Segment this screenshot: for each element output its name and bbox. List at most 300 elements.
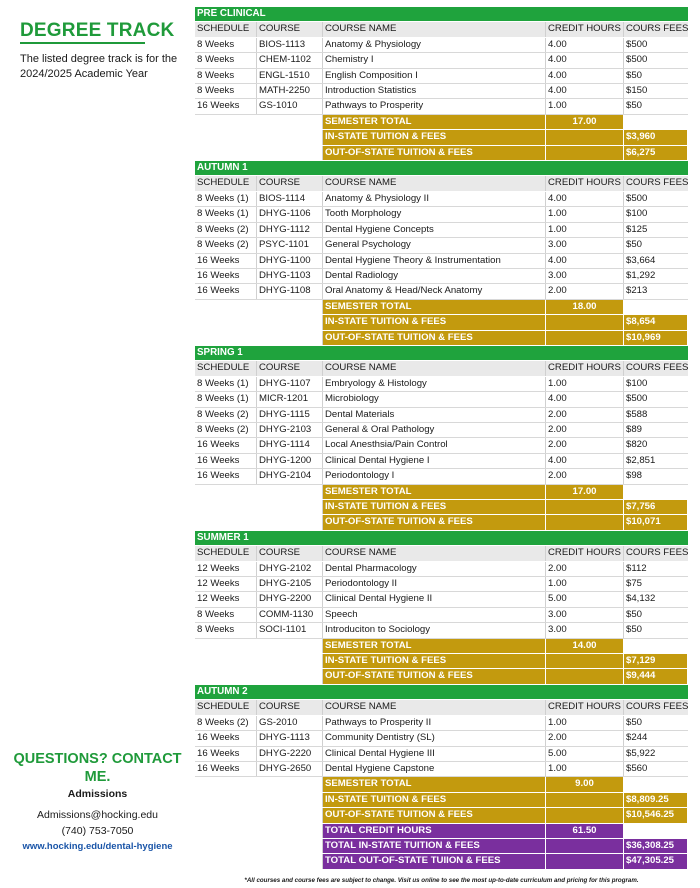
in-state-total-label: IN-STATE TUITION & FEES	[323, 793, 546, 807]
blank-cell	[195, 500, 257, 514]
course-code-cell: DHYG-2200	[257, 592, 323, 606]
course-row	[195, 623, 688, 638]
course-fees-cell: $125	[626, 223, 648, 235]
blank-cell	[257, 824, 323, 838]
grand-total-credit-hours-label: TOTAL CREDIT HOURS	[323, 824, 546, 838]
credit-hours-cell: 1.00	[546, 377, 624, 391]
column-header-course-name: COURSE NAME	[323, 546, 546, 560]
course-code-cell: GS-2010	[257, 716, 323, 730]
column-header-credit-hours: CREDIT HOURS	[546, 700, 624, 714]
schedule-cell: 16 Weeks	[195, 438, 257, 452]
course-fees-cell: $244	[626, 732, 648, 744]
course-row	[195, 69, 688, 84]
contact-phone[interactable]: (740) 753-7050	[61, 825, 134, 837]
column-header-course-code: COURSE	[257, 546, 323, 560]
blank-cell	[195, 300, 257, 314]
column-header-schedule: SCHEDULE	[195, 22, 257, 36]
schedule-cell: 16 Weeks	[195, 469, 257, 483]
course-row	[195, 577, 688, 592]
course-name-cell: Dental Hygiene Theory & Instrumentation	[323, 254, 546, 268]
course-fees-cell: $112	[626, 562, 647, 574]
semester-total-label: SEMESTER TOTAL	[323, 115, 546, 129]
in-state-total-amount: $3,960	[624, 130, 688, 144]
credit-hours-cell: 4.00	[546, 69, 624, 83]
course-code-cell: DHYG-1113	[257, 731, 323, 745]
course-code-cell: DHYG-1108	[257, 284, 323, 298]
schedule-cell: 16 Weeks	[195, 747, 257, 761]
in-state-total-label: IN-STATE TUITION & FEES	[323, 315, 546, 329]
out-of-state-total-label: OUT-OF-STATE TUITION & FEES	[323, 146, 546, 160]
column-header-course-fees: COURS FEES	[624, 700, 688, 714]
out-of-state-total-amount: $9,444	[624, 669, 688, 683]
credit-hours-cell: 1.00	[546, 99, 624, 113]
section-header: AUTUMN 1	[195, 161, 688, 176]
column-header-course-fees: COURS FEES	[624, 361, 688, 375]
course-fees-cell: $50	[626, 239, 643, 251]
course-row	[195, 408, 688, 423]
course-code-cell: SOCI-1101	[257, 623, 323, 637]
course-code-cell: ENGL-1510	[257, 69, 323, 83]
out-of-state-total-amount: $10,969	[624, 331, 688, 345]
column-header-course-code: COURSE	[257, 22, 323, 36]
out-of-state-total-label: OUT-OF-STATE TUITION & FEES	[323, 331, 546, 345]
course-code-cell: COMM-1130	[257, 608, 323, 622]
course-row	[195, 608, 688, 623]
credit-hours-cell: 2.00	[546, 438, 624, 452]
schedule-cell: 8 Weeks	[195, 608, 257, 622]
course-row	[195, 747, 688, 762]
section-header: AUTUMN 2	[195, 685, 688, 700]
column-header-course-fees: COURS FEES	[624, 22, 688, 36]
grand-total-credit-hours-hours: 61.50	[546, 824, 624, 838]
schedule-cell: 8 Weeks (1)	[195, 392, 257, 406]
course-name-cell: Dental Materials	[323, 408, 546, 422]
course-row	[195, 377, 688, 392]
blank-cell	[195, 839, 257, 853]
blank-cell	[257, 639, 323, 653]
column-header-schedule: SCHEDULE	[195, 176, 257, 190]
credit-hours-cell: 2.00	[546, 731, 624, 745]
course-code-cell: DHYG-2102	[257, 562, 323, 576]
schedule-cell: 8 Weeks	[195, 53, 257, 67]
credit-hours-cell: 4.00	[546, 254, 624, 268]
course-row	[195, 731, 688, 746]
blank-cell	[257, 654, 323, 668]
contact-email[interactable]: Admissions@hocking.edu	[37, 809, 158, 821]
out-of-state-total-hours	[546, 808, 624, 822]
course-row	[195, 716, 688, 731]
semester-total-hours: 17.00	[546, 115, 624, 129]
out-of-state-total	[195, 146, 688, 161]
course-name-cell: Clinical Dental Hygiene III	[323, 747, 546, 761]
degree-track-table	[195, 7, 688, 870]
course-name-cell: English Composition I	[323, 69, 546, 83]
semester-total	[195, 777, 688, 792]
blank-cell	[195, 115, 257, 129]
course-name-cell: Chemistry I	[323, 53, 546, 67]
grand-total-in-state-hours	[546, 839, 624, 853]
course-row	[195, 207, 688, 222]
out-of-state-total-hours	[546, 331, 624, 345]
blank-cell	[257, 331, 323, 345]
contact-office: Admissions	[67, 788, 128, 800]
semester-total	[195, 639, 688, 654]
course-fees-cell: $560	[626, 762, 648, 774]
course-name-cell: Anatomy & Physiology II	[323, 192, 546, 206]
column-header-course-fees: COURS FEES	[624, 176, 688, 190]
schedule-cell: 8 Weeks	[195, 38, 257, 52]
course-name-cell: Microbiology	[323, 392, 546, 406]
credit-hours-cell: 2.00	[546, 284, 624, 298]
credit-hours-cell: 3.00	[546, 238, 624, 252]
in-state-total-amount: $8,654	[624, 315, 688, 329]
schedule-cell: 8 Weeks	[195, 623, 257, 637]
course-name-cell: Clinical Dental Hygiene I	[323, 454, 546, 468]
course-fees-cell: $75	[626, 578, 643, 590]
blank-cell	[257, 777, 323, 791]
schedule-cell: 12 Weeks	[195, 562, 257, 576]
schedule-cell: 12 Weeks	[195, 592, 257, 606]
semester-total	[195, 300, 688, 315]
in-state-total	[195, 654, 688, 669]
blank-cell	[257, 515, 323, 529]
course-name-cell: Oral Anatomy & Head/Neck Anatomy	[323, 284, 546, 298]
in-state-total-hours	[546, 315, 624, 329]
course-code-cell: DHYG-1114	[257, 438, 323, 452]
in-state-total-hours	[546, 500, 624, 514]
course-fees-cell: $820	[626, 439, 648, 451]
course-fees-cell: $4,132	[626, 593, 656, 605]
semester-total-hours: 14.00	[546, 639, 624, 653]
course-fees-cell: $500	[626, 38, 648, 50]
column-header-course-name: COURSE NAME	[323, 176, 546, 190]
course-row	[195, 762, 688, 777]
course-code-cell: DHYG-2103	[257, 423, 323, 437]
course-row	[195, 284, 688, 299]
schedule-cell: 8 Weeks (2)	[195, 408, 257, 422]
column-header-credit-hours: CREDIT HOURS	[546, 22, 624, 36]
out-of-state-total-label: OUT-OF-STATE TUITION & FEES	[323, 515, 546, 529]
course-code-cell: DHYG-1103	[257, 269, 323, 283]
semester-total-amount	[624, 639, 688, 653]
course-fees-cell: $1,292	[626, 269, 656, 281]
column-header-schedule: SCHEDULE	[195, 546, 257, 560]
semester-total-hours: 17.00	[546, 485, 624, 499]
blank-cell	[195, 315, 257, 329]
semester-total-label: SEMESTER TOTAL	[323, 639, 546, 653]
blank-cell	[195, 146, 257, 160]
course-row	[195, 223, 688, 238]
course-row	[195, 423, 688, 438]
contact-block	[0, 750, 195, 854]
blank-cell	[257, 500, 323, 514]
schedule-cell: 8 Weeks (2)	[195, 423, 257, 437]
out-of-state-total-label: OUT-OF-STATE TUITION & FEES	[323, 669, 546, 683]
course-fees-cell: $50	[626, 69, 643, 81]
blank-cell	[257, 146, 323, 160]
blank-cell	[195, 669, 257, 683]
credit-hours-cell: 1.00	[546, 207, 624, 221]
in-state-total-amount: $8,809.25	[624, 793, 688, 807]
blank-cell	[195, 515, 257, 529]
column-header-row	[195, 22, 688, 37]
blank-cell	[257, 485, 323, 499]
schedule-cell: 8 Weeks (2)	[195, 238, 257, 252]
credit-hours-cell: 2.00	[546, 562, 624, 576]
course-code-cell: DHYG-2650	[257, 762, 323, 776]
column-header-schedule: SCHEDULE	[195, 700, 257, 714]
in-state-total	[195, 315, 688, 330]
course-name-cell: General & Oral Pathology	[323, 423, 546, 437]
schedule-cell: 8 Weeks (1)	[195, 192, 257, 206]
contact-website-link[interactable]: www.hocking.edu/dental-hygiene	[22, 841, 173, 852]
column-header-course-code: COURSE	[257, 361, 323, 375]
out-of-state-total	[195, 515, 688, 530]
course-fees-cell: $588	[626, 408, 648, 420]
semester-total-label: SEMESTER TOTAL	[323, 300, 546, 314]
in-state-total	[195, 793, 688, 808]
schedule-cell: 16 Weeks	[195, 731, 257, 745]
credit-hours-cell: 1.00	[546, 762, 624, 776]
semester-total	[195, 115, 688, 130]
credit-hours-cell: 2.00	[546, 423, 624, 437]
course-fees-cell: $98	[626, 470, 643, 482]
credit-hours-cell: 3.00	[546, 623, 624, 637]
blank-cell	[257, 130, 323, 144]
section-header: SPRING 1	[195, 346, 688, 361]
credit-hours-cell: 5.00	[546, 747, 624, 761]
course-code-cell: PSYC-1101	[257, 238, 323, 252]
academic-year-description: The listed degree track is for the 2024/2025 Academic Year	[20, 53, 178, 80]
blank-cell	[195, 824, 257, 838]
course-fees-cell: $2,851	[626, 454, 656, 466]
blank-cell	[195, 654, 257, 668]
semester-total-label: SEMESTER TOTAL	[323, 777, 546, 791]
course-row	[195, 254, 688, 269]
blank-cell	[195, 808, 257, 822]
grand-total-out-of-state-amount: $47,305.25	[624, 854, 688, 868]
credit-hours-cell: 4.00	[546, 454, 624, 468]
course-row	[195, 392, 688, 407]
course-fees-cell: $500	[626, 54, 648, 66]
course-code-cell: DHYG-2220	[257, 747, 323, 761]
semester-total-hours: 18.00	[546, 300, 624, 314]
in-state-total-amount: $7,129	[624, 654, 688, 668]
column-header-course-name: COURSE NAME	[323, 361, 546, 375]
semester-total-amount	[624, 485, 688, 499]
page-title: DEGREE TRACK	[20, 20, 175, 41]
footnote: *All courses and course fees are subject to change. Visit us online to see the most up-to-date curriculum and pricing for this program.	[244, 877, 639, 884]
semester-total-amount	[624, 115, 688, 129]
grand-total-out-of-state	[195, 854, 688, 869]
course-row	[195, 454, 688, 469]
course-name-cell: Periodontology II	[323, 577, 546, 591]
credit-hours-cell: 1.00	[546, 223, 624, 237]
course-row	[195, 53, 688, 68]
course-code-cell: MICR-1201	[257, 392, 323, 406]
column-header-schedule: SCHEDULE	[195, 361, 257, 375]
course-row	[195, 592, 688, 607]
schedule-cell: 16 Weeks	[195, 99, 257, 113]
course-code-cell: DHYG-2105	[257, 577, 323, 591]
out-of-state-total-hours	[546, 669, 624, 683]
credit-hours-cell: 4.00	[546, 38, 624, 52]
course-name-cell: Speech	[323, 608, 546, 622]
credit-hours-cell: 2.00	[546, 408, 624, 422]
semester-total-amount	[624, 300, 688, 314]
semester-total-hours: 9.00	[546, 777, 624, 791]
credit-hours-cell: 5.00	[546, 592, 624, 606]
grand-total-in-state-label: TOTAL IN-STATE TUITION & FEES	[323, 839, 546, 853]
contact-heading: QUESTIONS? CONTACT ME.	[13, 751, 182, 785]
course-fees-cell: $150	[626, 85, 648, 97]
in-state-total-label: IN-STATE TUITION & FEES	[323, 500, 546, 514]
column-header-row	[195, 361, 688, 376]
course-code-cell: BIOS-1113	[257, 38, 323, 52]
in-state-total-hours	[546, 793, 624, 807]
grand-total-credit-hours-amount	[624, 824, 688, 838]
schedule-cell: 8 Weeks (2)	[195, 716, 257, 730]
course-row	[195, 238, 688, 253]
blank-cell	[195, 331, 257, 345]
course-row	[195, 562, 688, 577]
course-row	[195, 38, 688, 53]
in-state-total-label: IN-STATE TUITION & FEES	[323, 130, 546, 144]
in-state-total-hours	[546, 654, 624, 668]
course-name-cell: Dental Hygiene Concepts	[323, 223, 546, 237]
out-of-state-total-hours	[546, 515, 624, 529]
course-name-cell: Local Anesthsia/Pain Control	[323, 438, 546, 452]
out-of-state-total	[195, 669, 688, 684]
course-fees-cell: $50	[626, 716, 643, 728]
grand-total-credit-hours	[195, 824, 688, 839]
blank-cell	[257, 669, 323, 683]
column-header-course-code: COURSE	[257, 700, 323, 714]
course-row	[195, 192, 688, 207]
course-row	[195, 438, 688, 453]
course-row	[195, 99, 688, 114]
semester-total-amount	[624, 777, 688, 791]
course-name-cell: Dental Hygiene Capstone	[323, 762, 546, 776]
out-of-state-total-amount: $6,275	[624, 146, 688, 160]
section-header: PRE CLINICAL	[195, 7, 688, 22]
schedule-cell: 12 Weeks	[195, 577, 257, 591]
schedule-cell: 16 Weeks	[195, 454, 257, 468]
blank-cell	[257, 808, 323, 822]
course-row	[195, 84, 688, 99]
course-name-cell: Pathways to Prosperity II	[323, 716, 546, 730]
column-header-course-fees: COURS FEES	[624, 546, 688, 560]
course-name-cell: General Psychology	[323, 238, 546, 252]
credit-hours-cell: 4.00	[546, 392, 624, 406]
column-header-course-name: COURSE NAME	[323, 700, 546, 714]
out-of-state-total	[195, 808, 688, 823]
course-fees-cell: $50	[626, 608, 643, 620]
course-fees-cell: $5,922	[626, 747, 656, 759]
schedule-cell: 16 Weeks	[195, 284, 257, 298]
grand-total-out-of-state-label: TOTAL OUT-OF-STATE TUIION & FEES	[323, 854, 546, 868]
column-header-course-code: COURSE	[257, 176, 323, 190]
in-state-total	[195, 500, 688, 515]
credit-hours-cell: 4.00	[546, 192, 624, 206]
blank-cell	[257, 839, 323, 853]
course-fees-cell: $50	[626, 624, 643, 636]
course-name-cell: Dental Radiology	[323, 269, 546, 283]
schedule-cell: 8 Weeks (1)	[195, 207, 257, 221]
semester-total-label: SEMESTER TOTAL	[323, 485, 546, 499]
blank-cell	[195, 793, 257, 807]
blank-cell	[195, 777, 257, 791]
course-name-cell: Embryology & Histology	[323, 377, 546, 391]
course-code-cell: MATH-2250	[257, 84, 323, 98]
column-header-row	[195, 176, 688, 191]
course-code-cell: DHYG-1100	[257, 254, 323, 268]
blank-cell	[195, 854, 257, 868]
in-state-total-label: IN-STATE TUITION & FEES	[323, 654, 546, 668]
course-fees-cell: $213	[626, 285, 648, 297]
credit-hours-cell: 2.00	[546, 469, 624, 483]
in-state-total-hours	[546, 130, 624, 144]
course-name-cell: Introduction Statistics	[323, 84, 546, 98]
section-header: SUMMER 1	[195, 531, 688, 546]
blank-cell	[257, 115, 323, 129]
course-row	[195, 269, 688, 284]
credit-hours-cell: 4.00	[546, 84, 624, 98]
course-name-cell: Clinical Dental Hygiene II	[323, 592, 546, 606]
grand-total-in-state-amount: $36,308.25	[624, 839, 688, 853]
course-fees-cell: $100	[626, 377, 648, 389]
blank-cell	[257, 300, 323, 314]
course-code-cell: CHEM-1102	[257, 53, 323, 67]
column-header-course-name: COURSE NAME	[323, 22, 546, 36]
course-fees-cell: $100	[626, 208, 648, 220]
course-row	[195, 469, 688, 484]
out-of-state-total	[195, 331, 688, 346]
blank-cell	[195, 639, 257, 653]
out-of-state-total-label: OUT-OF-STATE TUITION & FEES	[323, 808, 546, 822]
course-code-cell: GS-1010	[257, 99, 323, 113]
grand-total-in-state	[195, 839, 688, 854]
blank-cell	[195, 485, 257, 499]
blank-cell	[257, 854, 323, 868]
credit-hours-cell: 1.00	[546, 716, 624, 730]
course-name-cell: Introduciton to Sociology	[323, 623, 546, 637]
course-fees-cell: $3,664	[626, 254, 656, 266]
course-fees-cell: $500	[626, 192, 648, 204]
course-name-cell: Community Dentistry (SL)	[323, 731, 546, 745]
blank-cell	[257, 793, 323, 807]
course-name-cell: Periodontology I	[323, 469, 546, 483]
credit-hours-cell: 1.00	[546, 577, 624, 591]
sidebar	[0, 0, 195, 888]
course-code-cell: DHYG-1107	[257, 377, 323, 391]
blank-cell	[257, 315, 323, 329]
out-of-state-total-amount: $10,071	[624, 515, 688, 529]
course-name-cell: Dental Pharmacology	[323, 562, 546, 576]
column-header-credit-hours: CREDIT HOURS	[546, 361, 624, 375]
course-code-cell: DHYG-1115	[257, 408, 323, 422]
schedule-cell: 8 Weeks (1)	[195, 377, 257, 391]
course-code-cell: DHYG-1200	[257, 454, 323, 468]
blank-cell	[195, 130, 257, 144]
course-code-cell: DHYG-2104	[257, 469, 323, 483]
course-code-cell: DHYG-1106	[257, 207, 323, 221]
column-header-row	[195, 546, 688, 561]
in-state-total	[195, 130, 688, 145]
course-name-cell: Pathways to Prosperity	[323, 99, 546, 113]
course-fees-cell: $50	[626, 100, 643, 112]
schedule-cell: 16 Weeks	[195, 254, 257, 268]
